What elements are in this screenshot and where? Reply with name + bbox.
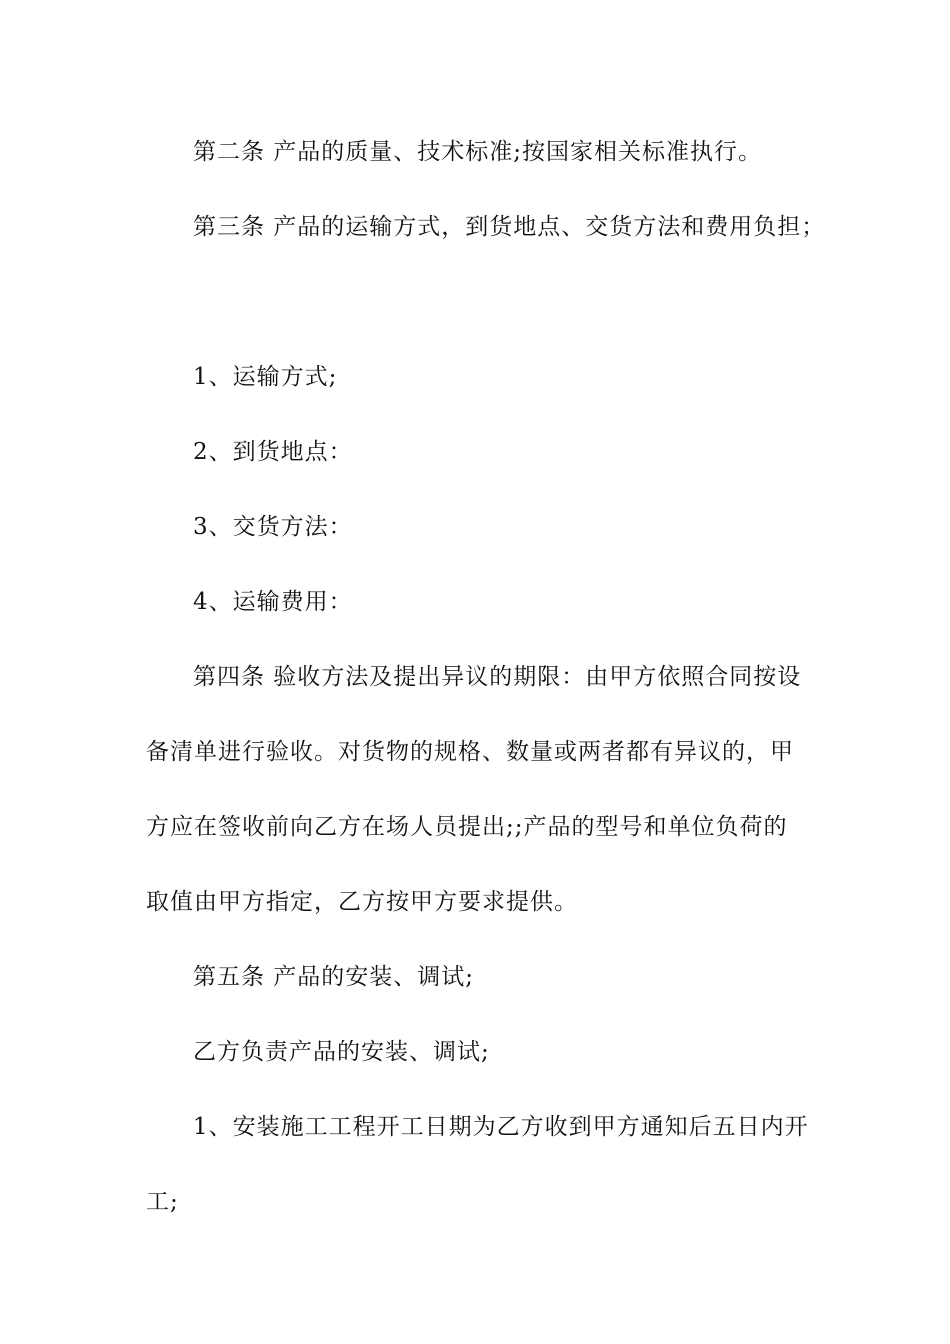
list-item-arrival-location: 2、到货地点： [193,439,353,465]
article-3-paragraph: 第三条 产品的运输方式，到货地点、交货方法和费用负担； [193,214,826,240]
installation-item-1-line-1: 1、安装施工工程开工日期为乙方收到甲方通知后五日内开 [193,1114,809,1140]
article-5-paragraph: 第五条 产品的安装、调试; [193,964,475,990]
article-4-line-4: 取值由甲方指定，乙方按甲方要求提供。 [146,889,578,915]
article-4-line-1: 第四条 验收方法及提出异议的期限：由甲方依照合同按设 [193,664,802,690]
article-4-line-3: 方应在签收前向乙方在场人员提出;;产品的型号和单位负荷的 [146,814,788,840]
article-5-responsibility: 乙方负责产品的安装、调试; [193,1039,490,1065]
list-item-transport-cost: 4、运输费用： [193,589,353,615]
list-item-transport-method: 1、运输方式; [193,364,338,390]
article-2-paragraph: 第二条 产品的质量、技术标准;按国家相关标准执行。 [193,139,763,165]
article-4-line-2: 备清单进行验收。对货物的规格、数量或两者都有异议的，甲 [146,739,794,765]
installation-item-1-line-2: 工; [146,1189,179,1215]
list-item-delivery-method: 3、交货方法： [193,514,353,540]
